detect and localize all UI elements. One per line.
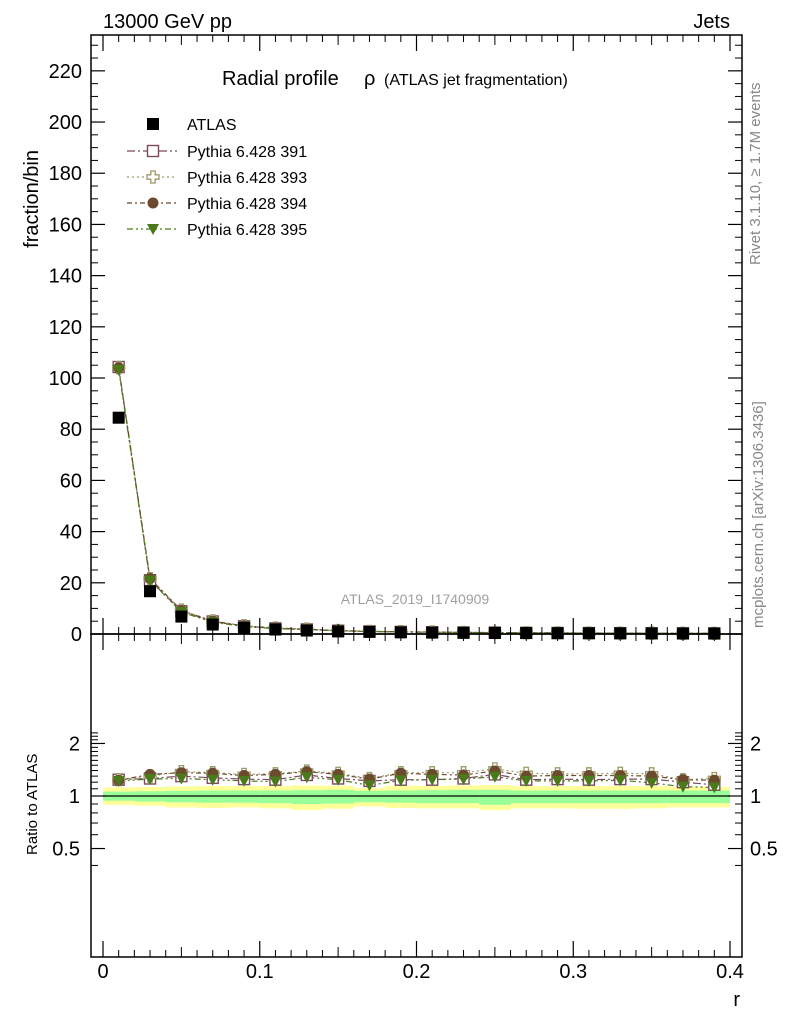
- y-tick-label: 0: [70, 624, 82, 646]
- ratio-band-inner: [636, 791, 667, 804]
- y-tick-label: 140: [48, 265, 82, 288]
- data-point: [144, 585, 156, 597]
- y-tick-label-right: 2: [750, 733, 762, 756]
- y-tick-label: 160: [48, 214, 82, 237]
- y-tick-label-right: 1: [750, 786, 762, 808]
- legend-marker: [148, 146, 159, 157]
- legend-label: ATLAS: [187, 117, 237, 134]
- y-tick-label: 60: [59, 470, 82, 493]
- ratio-band-inner: [511, 791, 542, 804]
- ratio-band-inner: [573, 791, 604, 804]
- legend-label: Pythia 6.428 394: [187, 196, 308, 213]
- y-tick-label: 0.5: [52, 838, 80, 861]
- ratio-band-inner: [417, 790, 448, 803]
- ratio-band-inner: [291, 790, 322, 804]
- ratio-band-inner: [322, 790, 353, 804]
- legend-label: Pythia 6.428 391: [187, 144, 308, 161]
- data-point: [175, 611, 187, 623]
- x-tick-label: 0.3: [559, 961, 588, 983]
- y-tick-label: 100: [48, 368, 82, 391]
- ratio-band-inner: [228, 791, 259, 803]
- y-tick-label: 40: [59, 521, 82, 544]
- y-tick-label: 120: [48, 316, 82, 339]
- legend-label: Pythia 6.428 393: [187, 170, 308, 187]
- y-tick-label: 2: [68, 733, 80, 756]
- ratio-band-inner: [197, 791, 228, 803]
- rivet-label: Rivet 3.1.10, ≥ 1.7M events: [747, 82, 764, 265]
- y-tick-label: 180: [48, 163, 82, 186]
- x-axis-label: r: [733, 989, 740, 1011]
- x-tick-label: 0: [97, 961, 109, 983]
- y-tick-label: 200: [48, 112, 82, 135]
- legend-marker: [148, 198, 159, 209]
- upper-title-note: (ATLAS jet fragmentation): [384, 72, 568, 89]
- y-tick-label: 80: [59, 419, 82, 442]
- upper-title-main: Radial profile: [222, 68, 339, 90]
- y-tick-label: 20: [59, 572, 82, 595]
- ratio-band-inner: [542, 791, 573, 804]
- ratio-band-inner: [385, 791, 416, 803]
- x-tick-label: 0.1: [245, 961, 274, 983]
- header-left: 13000 GeV pp: [103, 11, 232, 33]
- legend-marker: [147, 118, 159, 130]
- header-right: Jets: [693, 11, 730, 33]
- legend-marker: [147, 171, 159, 183]
- ratio-band-inner: [479, 790, 510, 805]
- legend: [127, 117, 307, 239]
- data-point: [113, 412, 125, 424]
- lower-y-axis-label: Ratio to ATLAS: [24, 753, 41, 855]
- upper-y-axis-label: fraction/bin: [21, 150, 43, 248]
- ratio-band-inner: [260, 791, 291, 804]
- upper-title-symbol: ρ: [364, 68, 376, 90]
- y-tick-label: 220: [48, 60, 82, 83]
- y-tick-label-right: 0.5: [750, 838, 778, 861]
- ratio-band-inner: [605, 791, 636, 804]
- watermark: ATLAS_2019_I1740909: [340, 591, 490, 607]
- x-tick-label: 0.2: [402, 961, 431, 983]
- legend-label: Pythia 6.428 395: [187, 222, 308, 239]
- x-tick-label: 0.4: [716, 961, 744, 983]
- mcplots-label: mcplots.cern.ch [arXiv:1306.3436]: [750, 401, 767, 628]
- ratio-plot: [52, 634, 778, 983]
- y-tick-label: 1: [68, 786, 80, 808]
